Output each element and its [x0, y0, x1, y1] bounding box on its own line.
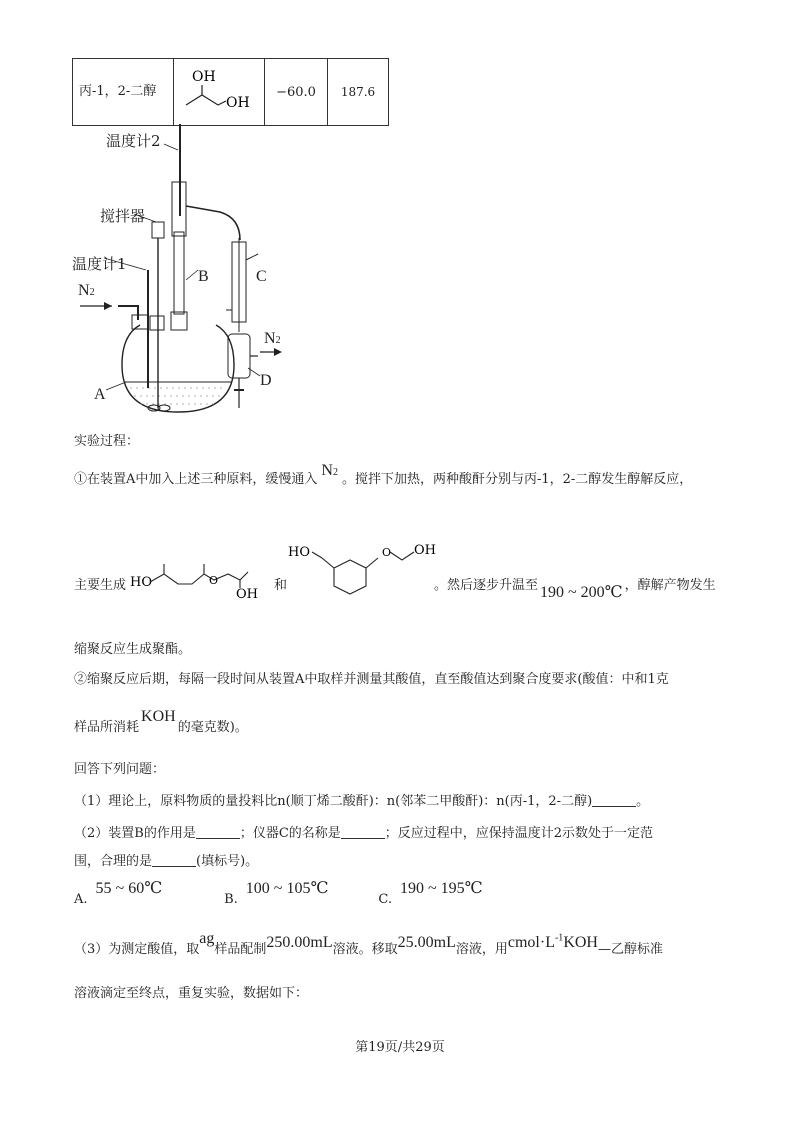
label-a: A — [94, 386, 106, 403]
acid-bond — [322, 558, 334, 568]
option-c-label: C. — [378, 892, 392, 907]
oh-label-top: OH — [192, 69, 216, 85]
phthalate-ester-structure — [286, 532, 436, 612]
option-a: 55 ~ 60℃ — [95, 880, 163, 897]
step1-line: ①在装置A中加入上述三种原料，缓慢通入N2 。搅拌下加热，两种酸酐分别与丙-1，2-二醇发生醇解反应， — [74, 462, 693, 487]
q1-blank[interactable] — [592, 794, 636, 807]
option-c: 190 ~ 195℃ — [399, 880, 483, 897]
melting-point-cell: −60.0 — [265, 59, 328, 126]
condenser-port-top — [246, 254, 258, 260]
property-table — [72, 58, 389, 126]
n2-inlet-tube — [118, 306, 138, 320]
stirrer-head — [152, 222, 164, 238]
q2-blank-3[interactable] — [152, 854, 196, 867]
option-a-label: A. — [74, 892, 88, 907]
stirrer-label: 搅拌器 — [100, 207, 146, 225]
n2-out-label: N2 — [264, 330, 281, 347]
propanediol-structure — [174, 59, 264, 121]
process-heading: 实验过程： — [74, 434, 140, 449]
options-row — [74, 878, 483, 907]
poly-line: 缩聚反应生成聚酯。 — [74, 642, 192, 657]
label-b-leader — [186, 270, 198, 280]
ester-oxygen-2: O — [382, 546, 392, 559]
ho-label-2: HO — [288, 545, 310, 560]
q2-blank-2[interactable] — [341, 826, 385, 839]
n2-in-label: N2 — [78, 282, 95, 299]
flask-a — [122, 325, 234, 412]
oh-label-2: OH — [414, 543, 436, 558]
benzene-ring — [334, 560, 366, 594]
step2-line: ②缩聚反应后期，每隔一段时间从装置A中取样并测量其酸值，直至酸值达到聚合度要求(酸值：中和1克 — [74, 672, 669, 687]
neck-right — [171, 312, 187, 330]
and-word: 和 — [274, 578, 288, 593]
maleic-ester-structure — [128, 540, 268, 600]
acid-oh-bond — [312, 552, 322, 558]
ho-label: HO — [130, 575, 152, 590]
receiver-d — [228, 334, 250, 378]
thermometer2-label: 温度计2 — [106, 132, 161, 150]
n2-arrowhead-in — [104, 302, 112, 310]
question-1: （1）理论上，原料物质的量投料比n(顺丁烯二酸酐)：n(邻苯二甲酸酐)：n(丙-1，2-二醇) 。 — [74, 794, 650, 809]
question-3-cont: 溶液滴定至终点，重复实验，数据如下： — [74, 986, 309, 1001]
liquid-dots — [130, 388, 226, 404]
structure-cell — [174, 59, 265, 126]
oh-label-1: OH — [236, 587, 258, 600]
oh-label-right: OH — [226, 95, 250, 111]
label-d: D — [260, 372, 272, 389]
label-b: B — [198, 268, 209, 285]
bond-lines — [186, 95, 226, 105]
chain-bonds-2 — [390, 552, 414, 560]
thermometer1-label: 温度计1 — [72, 255, 127, 273]
column-b — [174, 232, 184, 314]
question-3: （3）为测定酸值，取ag样品配制250.00mL溶液。移取25.00mL溶液，用$cmol\cdot L^{-1}KOH—$乙醇标准 — [74, 930, 663, 957]
step2b-line: 样品所消耗KOH的毫克数)。 — [74, 708, 248, 735]
neck-mid — [150, 316, 164, 330]
label-a-leader — [106, 382, 126, 390]
boiling-point-cell: 187.6 — [328, 59, 389, 126]
side-arm — [186, 206, 240, 240]
label-c: C — [256, 268, 267, 285]
main-product-prefix: 主要生成 — [74, 578, 127, 593]
table-row — [73, 59, 389, 126]
then-line: 。然后逐步升温至 190 ~ 200℃ ，醇解产物发生 — [434, 578, 716, 601]
chain-bonds — [150, 572, 248, 584]
neck-left — [132, 315, 148, 329]
option-b-label: B. — [224, 892, 238, 907]
page-footer: 第19页/共29页 — [355, 1040, 445, 1055]
ester-oxygen: O — [209, 574, 219, 587]
option-b: 100 ~ 105℃ — [245, 880, 329, 897]
thermometer2-leader — [164, 144, 178, 150]
n2-arrowhead-out — [274, 348, 282, 356]
question-2-cont: 围，合理的是 (填标号)。 — [74, 854, 259, 869]
ester-bond — [366, 558, 378, 568]
question-2: （2）装置B的作用是 ；仪器C的名称是 ；反应过程中，应保持温度计2示数处于一定范 — [74, 826, 654, 841]
q2-blank-1[interactable] — [196, 826, 240, 839]
compound-name-cell: 丙-1，2-二醇 — [73, 59, 174, 126]
answer-heading: 回答下列问题： — [74, 762, 166, 777]
